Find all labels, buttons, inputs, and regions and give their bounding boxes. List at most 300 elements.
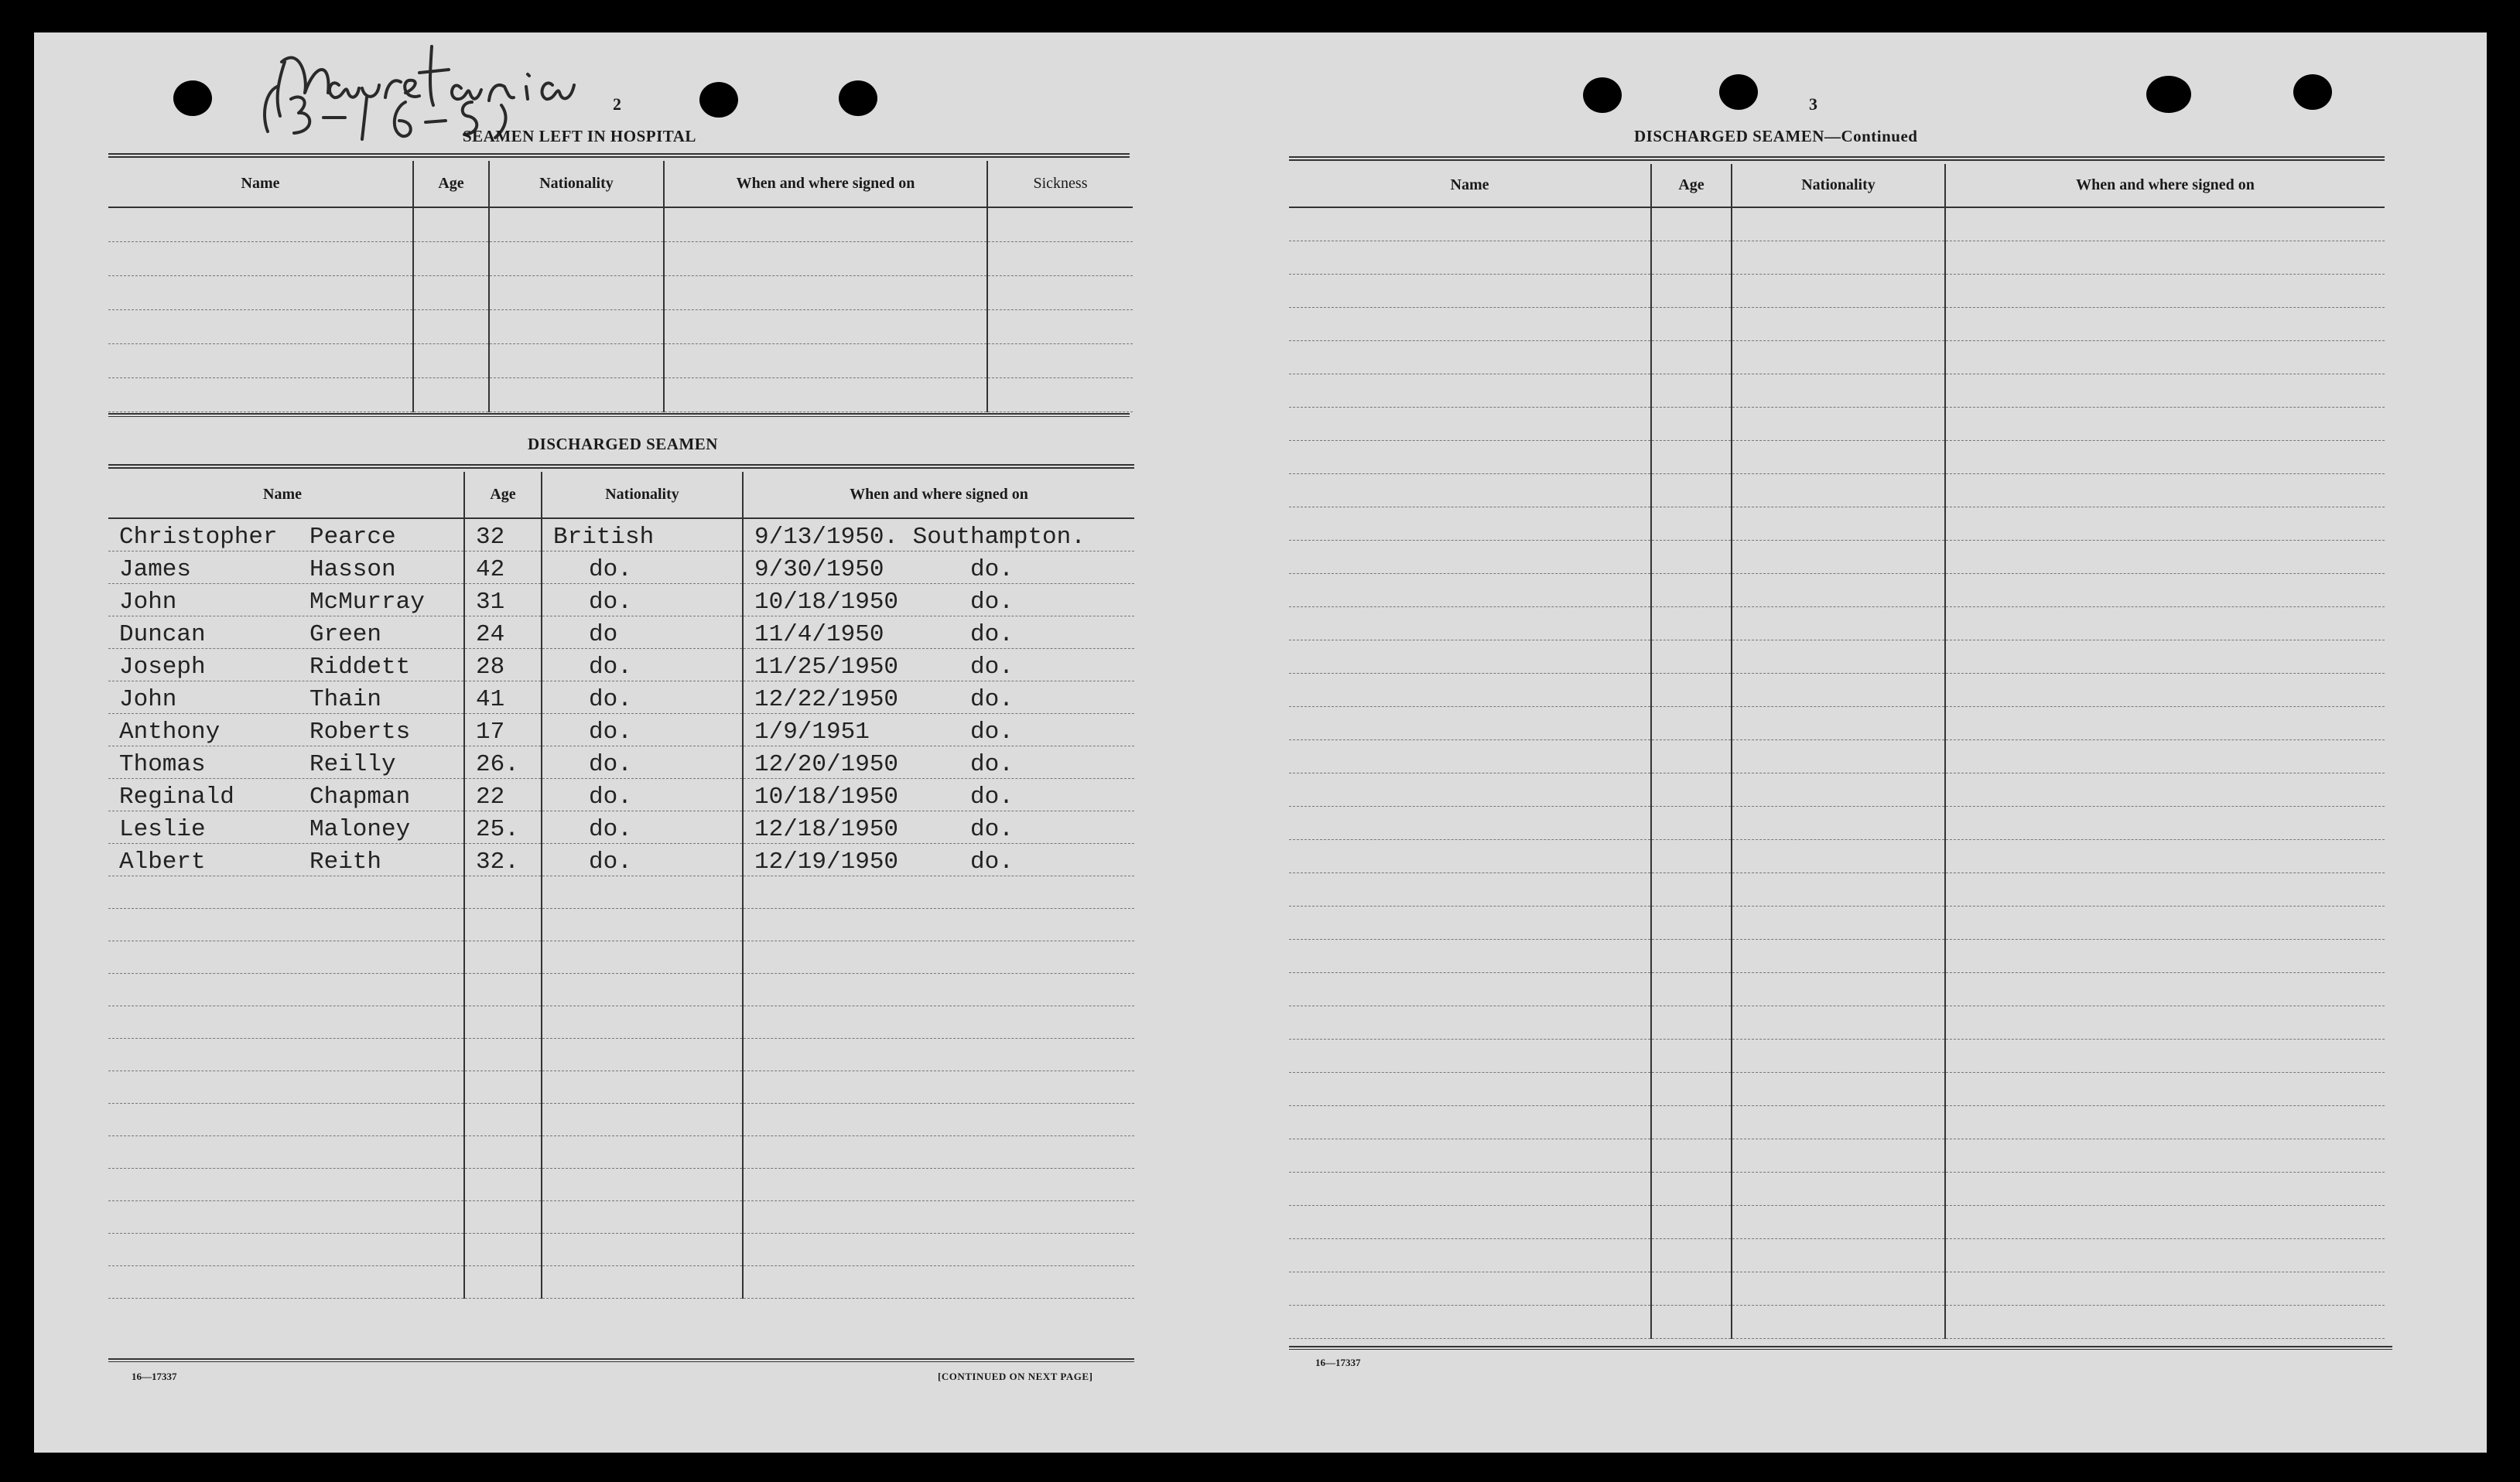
blank-cell [1289,340,1651,374]
blank-cell [1651,1172,1732,1205]
blank-cell [1945,640,2385,673]
discharged-section-title: DISCHARGED SEAMEN [528,435,718,453]
blank-row [108,1200,1134,1233]
blank-cell [1289,1172,1651,1205]
blank-row [1289,739,2385,773]
blank-cell [987,343,1133,377]
blank-row [1289,207,2385,241]
blank-cell [1651,1072,1732,1105]
first-name: John [119,588,177,616]
blank-row [1289,1039,2385,1072]
blank-cell [542,1071,743,1103]
blank-cell [1732,1139,1945,1172]
signed-on-cell: 12/22/1950 do. [743,681,1134,713]
blank-cell [743,1135,1134,1168]
table-row [108,811,1134,843]
blank-cell [1945,1305,2385,1338]
table-bottom-rule [108,1358,1134,1362]
blank-cell [1651,1305,1732,1338]
blank-cell [108,1038,464,1071]
blank-cell [1945,440,2385,473]
blank-cell [542,941,743,973]
blank-cell [1289,241,1651,274]
blank-row [108,343,1133,377]
blank-cell [1732,1172,1945,1205]
seaman-name-cell [108,681,464,713]
seaman-name-cell [108,648,464,681]
blank-cell [1732,773,1945,806]
blank-cell [1732,1205,1945,1238]
blank-cell [1945,1272,2385,1305]
blank-cell [464,908,542,941]
blank-cell [1289,972,1651,1006]
blank-cell [464,876,542,908]
blank-cell [464,1006,542,1038]
table-row [108,616,1134,648]
seaman-name-cell [108,811,464,843]
blank-row [108,1135,1134,1168]
blank-cell [1289,872,1651,906]
punch-hole [1719,74,1758,110]
blank-cell [1945,540,2385,573]
blank-row [1289,1072,2385,1105]
blank-cell [1945,1105,2385,1139]
signed-on-cell: 11/25/1950 do. [743,648,1134,681]
last-name: Roberts [309,718,411,746]
blank-row [1289,473,2385,507]
blank-cell [464,973,542,1006]
blank-cell [542,1233,743,1265]
first-name: James [119,555,192,583]
blank-cell [1289,573,1651,606]
table-row [108,713,1134,746]
blank-row [1289,307,2385,340]
blank-cell [1651,773,1732,806]
blank-cell [1732,640,1945,673]
blank-cell [1732,407,1945,440]
first-name: Anthony [119,718,221,746]
blank-cell [489,207,664,241]
signed-on-cell: 9/30/1950 do. [743,551,1134,583]
blank-row [1289,606,2385,640]
blank-cell [1651,407,1732,440]
page-number: 3 [1809,94,1817,114]
blank-cell [1289,1272,1651,1305]
blank-cell [1732,473,1945,507]
nationality-cell: do. [542,713,743,746]
blank-cell [1732,440,1945,473]
blank-cell [1732,1006,1945,1039]
blank-row [108,275,1133,309]
blank-cell [1732,573,1945,606]
continued-note: [CONTINUED ON NEXT PAGE] [938,1371,1093,1382]
last-name: Maloney [309,815,411,843]
blank-cell [413,207,489,241]
seaman-name [119,719,463,746]
blank-cell [1732,906,1945,939]
blank-cell [1945,872,2385,906]
blank-cell [1945,374,2385,407]
blank-cell [413,377,489,411]
blank-cell [464,1200,542,1233]
table-row [108,778,1134,811]
punch-hole [839,80,877,116]
punch-hole [1583,77,1622,113]
nationality-cell: do. [542,811,743,843]
table-row [108,551,1134,583]
blank-cell [1945,1039,2385,1072]
discharged-continued-title: DISCHARGED SEAMEN—Continued [1634,127,1918,145]
blank-cell [108,1103,464,1135]
nationality-cell: do [542,616,743,648]
first-name: Christopher [119,523,278,551]
blank-cell [1945,1172,2385,1205]
blank-row [1289,507,2385,540]
blank-row [1289,573,2385,606]
last-name: Riddett [309,653,411,681]
blank-cell [1945,706,2385,739]
punch-hole [2293,74,2332,110]
blank-cell [1732,606,1945,640]
column-header-sickness: Sickness [987,161,1133,207]
blank-cell [1289,640,1651,673]
punch-hole [173,80,212,116]
blank-row [1289,939,2385,972]
blank-cell [542,1103,743,1135]
first-name: Leslie [119,815,206,843]
blank-cell [1945,1139,2385,1172]
blank-row [108,908,1134,941]
blank-cell [464,1103,542,1135]
blank-cell [1732,1305,1945,1338]
column-header-signed-on: When and where signed on [743,472,1134,518]
blank-row [1289,673,2385,706]
blank-cell [1945,773,2385,806]
blank-row [1289,1238,2385,1272]
blank-cell [1651,806,1732,839]
nationality-cell: do. [542,648,743,681]
blank-cell [1289,606,1651,640]
blank-cell [1732,706,1945,739]
blank-cell [464,1071,542,1103]
blank-cell [1651,972,1732,1006]
blank-cell [1289,939,1651,972]
column-header-nationality: Nationality [542,472,743,518]
age-cell: 28 [464,648,542,681]
column-header-name: Name [1289,164,1651,207]
blank-cell [1732,806,1945,839]
blank-cell [743,1233,1134,1265]
blank-cell [1651,307,1732,340]
nationality-cell: do. [542,551,743,583]
blank-row [1289,872,2385,906]
first-name: Duncan [119,620,206,648]
blank-cell [987,241,1133,275]
blank-row [1289,906,2385,939]
table-top-rule [108,464,1134,469]
blank-cell [664,309,987,343]
blank-cell [1651,1272,1732,1305]
seaman-name [119,589,463,616]
blank-cell [1945,207,2385,241]
blank-cell [1732,340,1945,374]
nationality-cell: British [542,518,743,551]
blank-cell [1289,507,1651,540]
blank-cell [489,343,664,377]
blank-cell [542,1168,743,1200]
blank-cell [987,275,1133,309]
blank-cell [1651,1139,1732,1172]
blank-cell [664,377,987,411]
blank-cell [1289,207,1651,241]
blank-cell [1651,473,1732,507]
blank-cell [1732,1072,1945,1105]
signed-on-cell: 12/19/1950 do. [743,843,1134,876]
seaman-name [119,751,463,778]
blank-row [108,1071,1134,1103]
blank-cell [542,1135,743,1168]
blank-cell [108,876,464,908]
blank-cell [1945,1205,2385,1238]
nationality-cell: do. [542,746,743,778]
table-bottom-rule [1289,1346,2392,1350]
blank-cell [1651,440,1732,473]
seaman-name [119,686,463,713]
column-header-name: Name [108,161,413,207]
first-name: Albert [119,848,206,876]
table-row [108,648,1134,681]
blank-cell [489,309,664,343]
seaman-name-cell [108,583,464,616]
blank-cell [1651,906,1732,939]
blank-cell [464,1168,542,1200]
blank-cell [1289,440,1651,473]
page-number: 2 [613,94,621,114]
blank-cell [489,377,664,411]
blank-cell [108,941,464,973]
blank-cell [743,1006,1134,1038]
blank-cell [1945,340,2385,374]
last-name: Thain [309,685,382,713]
blank-cell [1289,706,1651,739]
blank-cell [1732,1105,1945,1139]
blank-cell [1945,274,2385,307]
punch-hole [699,82,738,118]
seaman-name-cell [108,843,464,876]
blank-cell [108,1200,464,1233]
age-cell: 32 [464,518,542,551]
age-cell: 31 [464,583,542,616]
blank-cell [1651,1205,1732,1238]
signed-on-cell: 1/9/1951 do. [743,713,1134,746]
seaman-name-cell [108,551,464,583]
blank-cell [1945,241,2385,274]
blank-cell [987,377,1133,411]
column-header-signed-on: When and where signed on [1945,164,2385,207]
signed-on-cell: 9/13/1950. Southampton. [743,518,1134,551]
blank-cell [1945,839,2385,872]
nationality-cell: do. [542,843,743,876]
age-cell: 25. [464,811,542,843]
table-row [108,843,1134,876]
blank-row [1289,706,2385,739]
blank-row [1289,1272,2385,1305]
blank-cell [743,876,1134,908]
nationality-cell: do. [542,583,743,616]
blank-cell [664,275,987,309]
blank-cell [1651,673,1732,706]
blank-cell [1945,573,2385,606]
blank-cell [1732,540,1945,573]
blank-cell [1289,773,1651,806]
column-header-nationality: Nationality [489,161,664,207]
blank-cell [1289,673,1651,706]
blank-cell [1945,972,2385,1006]
blank-cell [1651,839,1732,872]
blank-cell [664,207,987,241]
blank-cell [1945,806,2385,839]
signed-on-cell: 10/18/1950 do. [743,778,1134,811]
signed-on-cell: 12/18/1950 do. [743,811,1134,843]
age-cell: 32. [464,843,542,876]
blank-cell [1945,739,2385,773]
last-name: Reith [309,848,382,876]
seaman-name [119,556,463,583]
blank-cell [1732,207,1945,241]
seaman-name-cell [108,778,464,811]
blank-cell [542,1265,743,1298]
blank-cell [743,1071,1134,1103]
column-header-age: Age [464,472,542,518]
blank-cell [1732,673,1945,706]
blank-cell [1732,839,1945,872]
signed-on-cell: 11/4/1950 do. [743,616,1134,648]
blank-row [1289,374,2385,407]
blank-cell [413,275,489,309]
blank-row [1289,1305,2385,1338]
blank-cell [108,309,413,343]
blank-row [1289,1105,2385,1139]
blank-cell [1945,407,2385,440]
form-code: 16—17337 [132,1371,177,1382]
blank-cell [1945,1006,2385,1039]
first-name: Thomas [119,750,206,778]
table-top-rule [108,153,1130,158]
blank-cell [1651,573,1732,606]
blank-cell [413,241,489,275]
blank-row [1289,1205,2385,1238]
blank-cell [1945,1238,2385,1272]
seaman-name [119,621,463,648]
blank-cell [987,207,1133,241]
blank-cell [1651,340,1732,374]
blank-row [108,309,1133,343]
blank-row [108,1265,1134,1298]
nationality-cell: do. [542,778,743,811]
blank-cell [1289,906,1651,939]
blank-row [1289,1006,2385,1039]
blank-cell [108,207,413,241]
blank-row [1289,972,2385,1006]
blank-cell [1651,606,1732,640]
blank-cell [743,1265,1134,1298]
column-header-age: Age [1651,164,1732,207]
blank-cell [1289,274,1651,307]
seaman-name [119,524,463,551]
age-cell: 42 [464,551,542,583]
blank-row [1289,1139,2385,1172]
blank-cell [1732,972,1945,1006]
age-cell: 26. [464,746,542,778]
blank-cell [1732,1238,1945,1272]
blank-cell [1289,806,1651,839]
blank-cell [1289,739,1651,773]
column-header-signed-on: When and where signed on [664,161,987,207]
table-row [108,681,1134,713]
table-row [108,518,1134,551]
discharged-table [108,472,1134,1299]
blank-cell [108,343,413,377]
blank-cell [464,1265,542,1298]
blank-cell [987,309,1133,343]
blank-cell [1945,473,2385,507]
blank-row [108,941,1134,973]
blank-cell [1732,872,1945,906]
blank-cell [1289,407,1651,440]
blank-cell [1289,1139,1651,1172]
blank-row [1289,340,2385,374]
blank-cell [542,1200,743,1233]
seaman-name [119,654,463,681]
blank-cell [108,1135,464,1168]
blank-cell [743,1168,1134,1200]
blank-row [108,377,1133,411]
signed-on-cell: 10/18/1950 do. [743,583,1134,616]
blank-cell [1651,507,1732,540]
blank-cell [1732,739,1945,773]
blank-cell [1651,1039,1732,1072]
blank-cell [1651,739,1732,773]
blank-cell [743,973,1134,1006]
last-name: Reilly [309,750,396,778]
first-name: Reginald [119,783,234,811]
blank-cell [1651,939,1732,972]
blank-cell [542,973,743,1006]
punch-hole [2146,76,2191,113]
blank-cell [1289,1205,1651,1238]
blank-cell [1732,507,1945,540]
blank-row [108,973,1134,1006]
blank-cell [108,241,413,275]
blank-row [1289,274,2385,307]
blank-cell [1289,374,1651,407]
blank-cell [1651,872,1732,906]
blank-cell [1732,374,1945,407]
blank-cell [1289,1072,1651,1105]
blank-cell [1289,473,1651,507]
blank-cell [1289,1305,1651,1338]
column-header-nationality: Nationality [1732,164,1945,207]
blank-row [108,241,1133,275]
seaman-name-cell [108,518,464,551]
nationality-cell: do. [542,681,743,713]
blank-cell [1732,241,1945,274]
blank-row [1289,839,2385,872]
blank-cell [108,1006,464,1038]
blank-row [1289,540,2385,573]
column-header-name: Name [108,472,464,518]
blank-cell [542,908,743,941]
